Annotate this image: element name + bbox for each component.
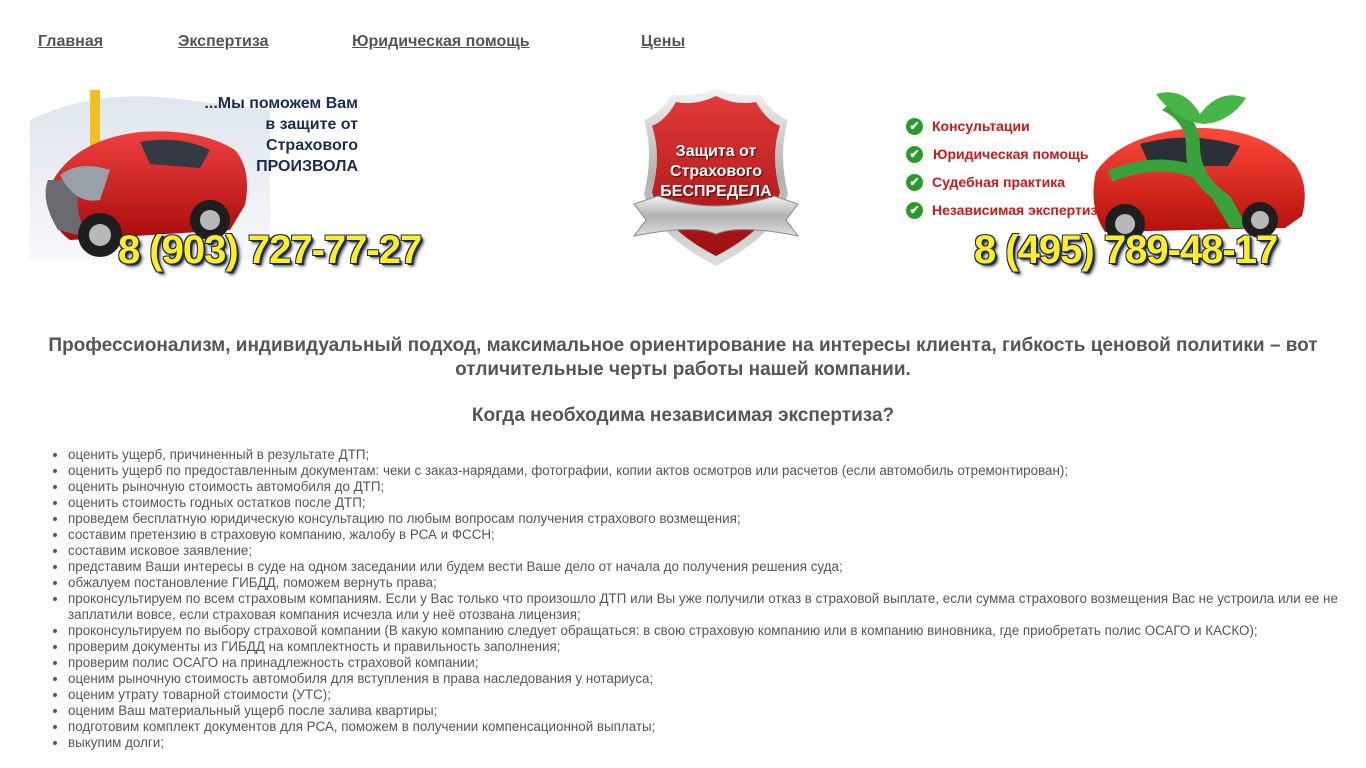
service-list-item: • составим исковое заявление; [68,543,1338,559]
checkmark-icon: ✔ [906,118,923,135]
nav-link-legal-help[interactable]: Юридическая помощь [352,33,530,50]
service-list-item: • оценить ущерб по предоставленным документам: чеки с заказ-нарядами, фотографии, копии актов осмотров или расчетов (если автомобиль отремонтирован); [68,463,1338,479]
gift-car-banner [900,86,1310,282]
service-list-item: • проверим полис ОСАГО на принадлежность страховой компании; [68,655,1338,671]
shield-line: Страхового [670,163,762,180]
service-list-item: • оценим Ваш материальный ущерб после залива квартиры; [68,703,1338,719]
service-list-item: • оценим рыночную стоимость автомобиля для вступления в права наследования у нотариуса; [68,671,1338,687]
slogan-line: Страхового [266,137,358,154]
checkmark-icon: ✔ [906,146,923,163]
service-list-item: • оценить ущерб, причиненный в результате ДТП; [68,447,1338,463]
nav-link-home[interactable]: Главная [38,33,104,50]
slogan-text [158,93,358,177]
shield-text [646,142,786,202]
crashed-car-banner [30,80,422,280]
checklist-item [906,116,1146,144]
top-navigation [0,33,1366,53]
service-list-item: • оценить рыночную стоимость автомобиля до ДТП; [68,479,1338,495]
phone-number-left[interactable]: 8 (903) 727-77-27 [118,228,422,272]
service-list-item: • представим Ваши интересы в суде на одном заседании или будем вести Ваше дело от начала до получения решения суда; [68,559,1338,575]
checkmark-icon: ✔ [906,202,923,219]
service-list-item: • выкупим долги; [68,735,1338,751]
services-checklist [906,116,1146,228]
checklist-item [906,144,1146,172]
service-list-item: • проведем бесплатную юридическую консультацию по любым вопросам получения страхового возмещения; [68,511,1338,527]
shield-emblem [628,84,804,274]
phone-number-right[interactable]: 8 (495) 789-48-17 [974,228,1278,272]
slogan-line: в защите от [265,116,358,133]
service-list-item: • проконсультируем по всем страховым компаниям. Если у Вас только что произошло ДТП или Вы уже получили отказ в страховой выплате, если сумма страхового возмещения Вас не устроила или ее не заплатили вовсе, если страховая компания исчезла или у неё отозвана лицензия; [68,591,1338,623]
service-list-item: • оценим утрату товарной стоимости (УТС); [68,687,1338,703]
service-list-item: • проверим документы из ГИБДД на комплектность и правильность заполнения; [68,639,1338,655]
shield-line: Защита от [675,143,757,160]
checklist-item [906,200,1146,228]
slogan-line: ...Мы поможем Вам [204,95,358,112]
service-list-item: • проконсультируем по выбору страховой компании (В какую компанию следует обращаться: в свою страховую компанию или в компанию виновника, где приобретать полис ОСАГО и КАСКО); [68,623,1338,639]
checkmark-icon: ✔ [906,174,923,191]
header-banner [0,80,1366,290]
service-list-item: • обжалуем постановление ГИБДД, поможем вернуть права; [68,575,1338,591]
checklist-label: Судебная практика [932,174,1066,190]
service-list-item: • составим претензию в страховую компанию, жалобу в РСА и ФССН; [68,527,1338,543]
services-list [30,447,1338,751]
checklist-label: Консультации [932,118,1030,134]
checklist-label: Независимая экспертиза [932,202,1106,218]
slogan-line: ПРОИЗВОЛА [256,158,358,175]
service-list-item: • оценить стоимость годных остатков после ДТП; [68,495,1338,511]
service-list-item: • подготовим комплект документов для РСА, поможем в получении компенсационной выплаты; [68,719,1338,735]
section-heading: Когда необходима независимая экспертиза? [471,405,895,426]
nav-link-prices[interactable]: Цены [641,33,686,50]
shield-line: БЕСПРЕДЕЛА [660,183,772,200]
checklist-item [906,172,1146,200]
intro-paragraph: Профессионализм, индивидуальный подход, максимальное ориентирование на интересы клиента, гибкость ценовой политики – вот отличительные черты работы нашей компании. [48,335,1318,380]
nav-link-expertise[interactable]: Экспертиза [178,33,269,50]
checklist-label: Юридическая помощь [933,146,1089,162]
